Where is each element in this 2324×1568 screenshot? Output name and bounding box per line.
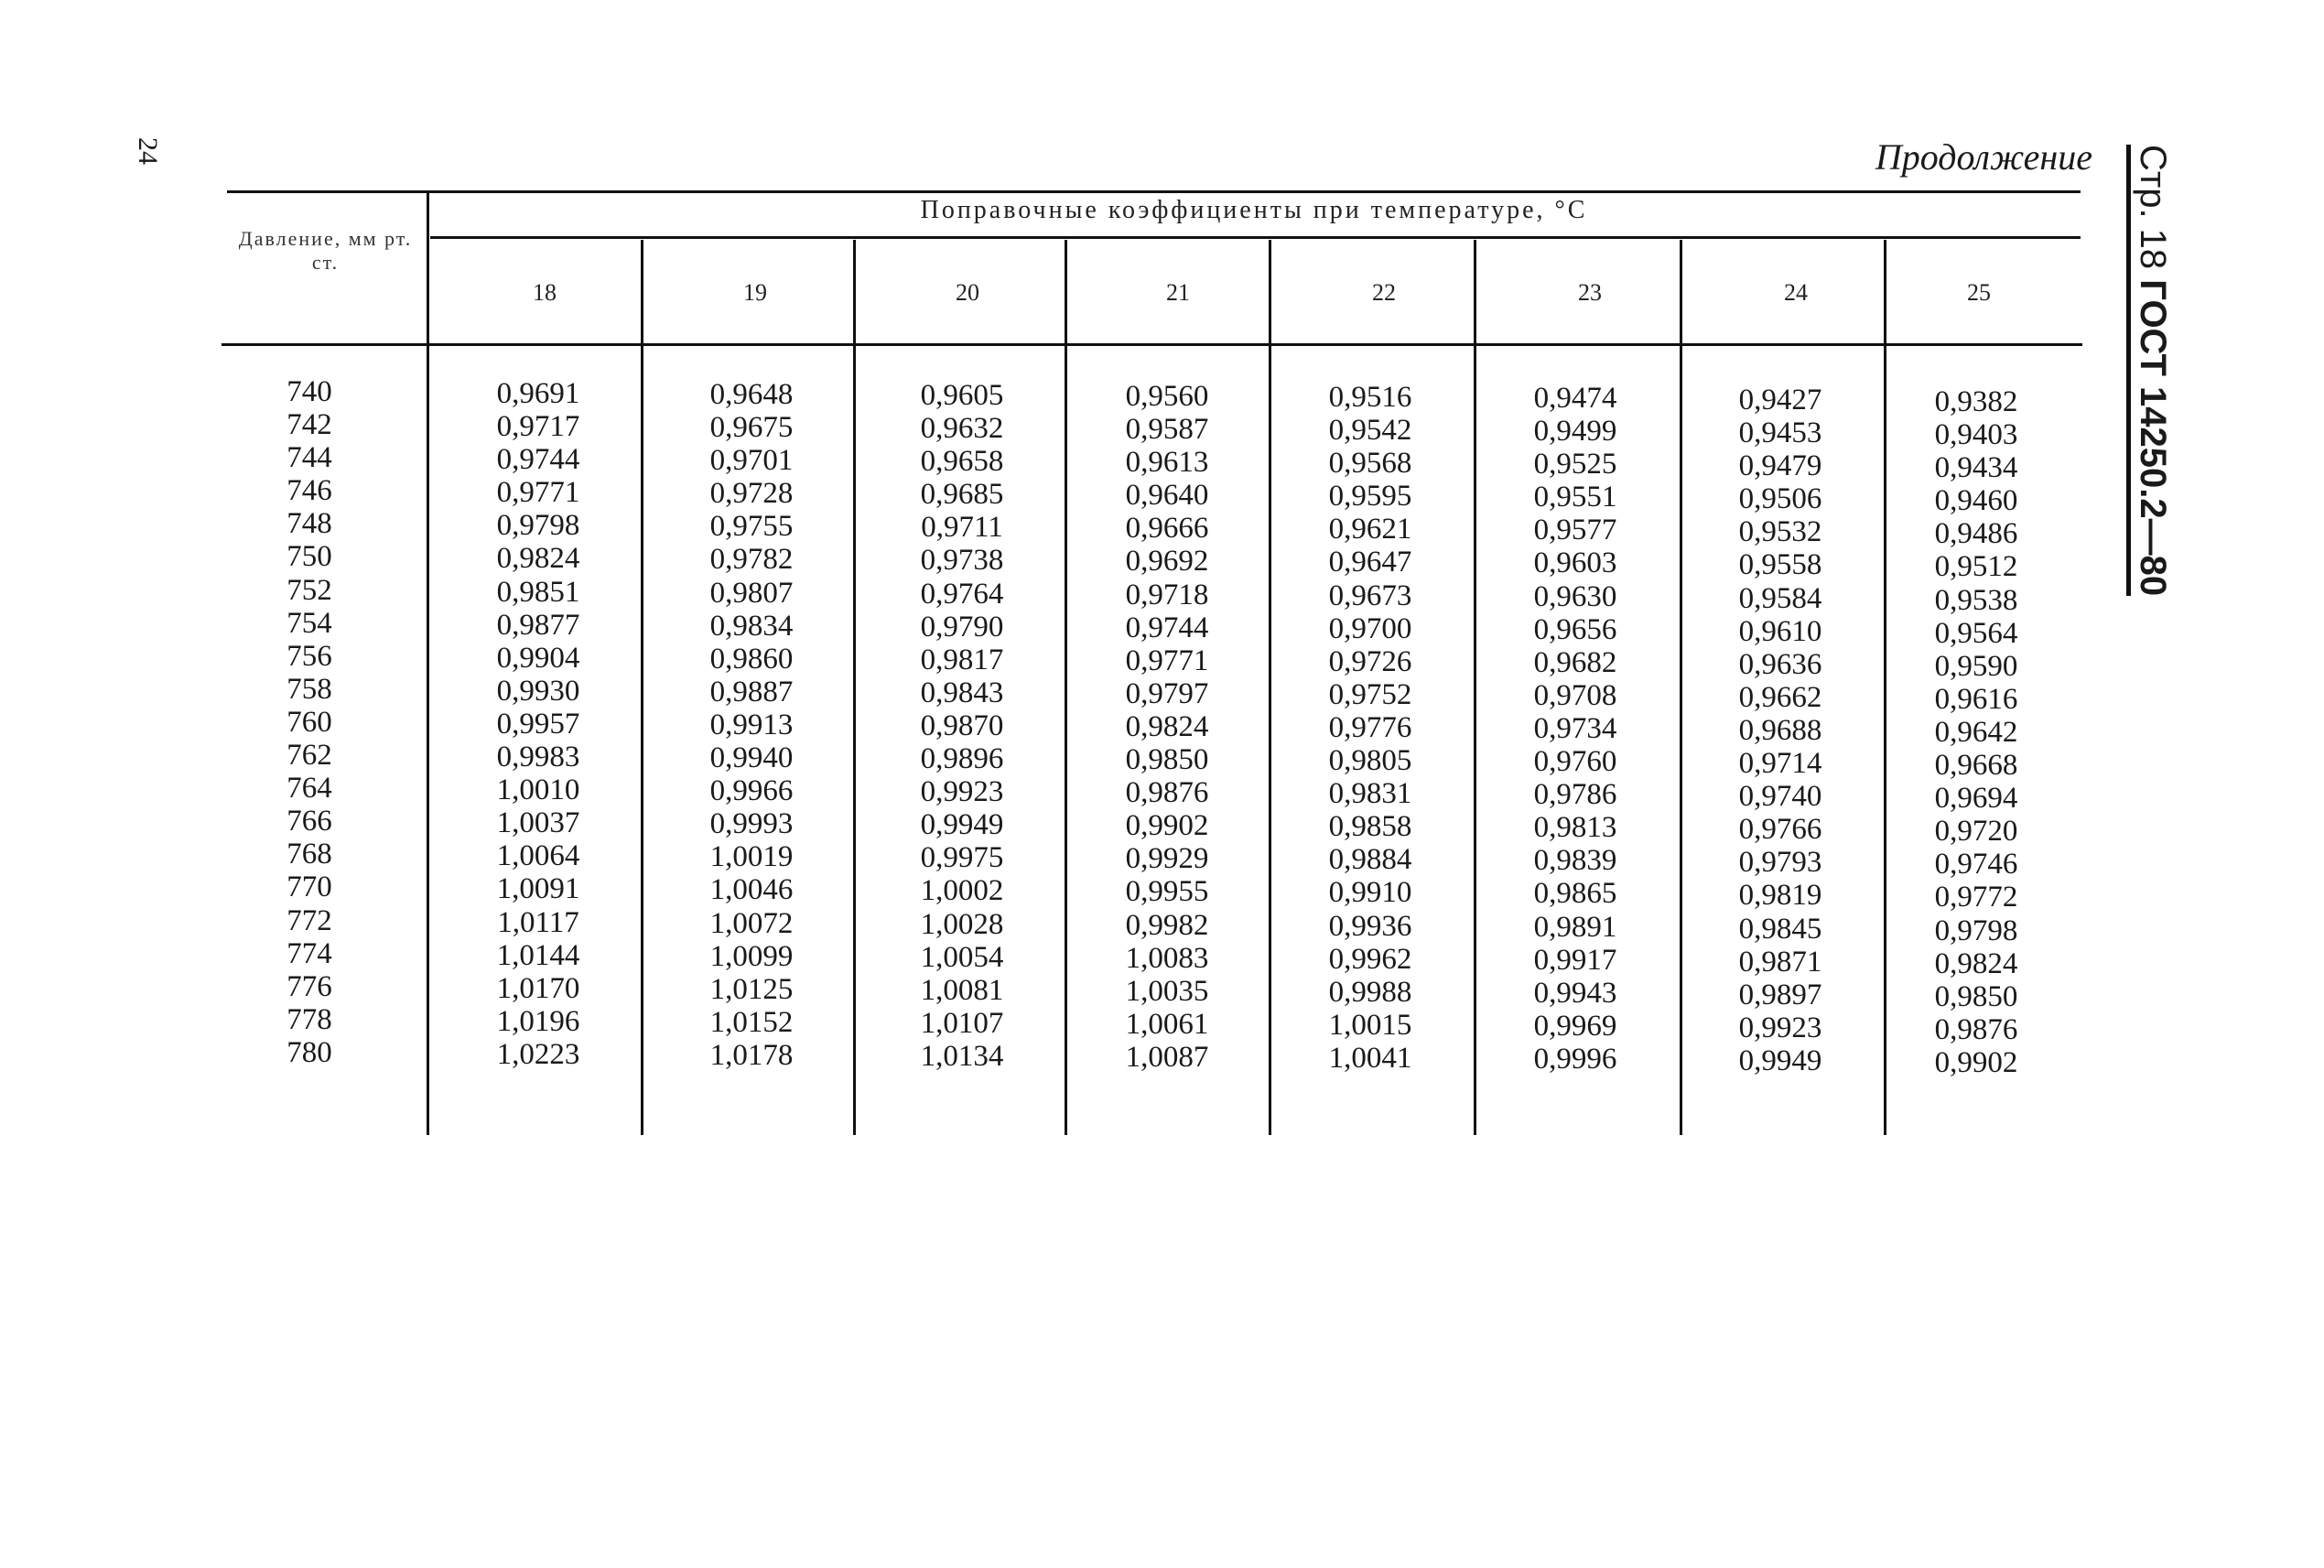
coefficient-cell: 0,9460: [1934, 484, 2018, 518]
coefficient-cell: 0,9850: [1934, 979, 2018, 1013]
coefficient-cell: 0,9805: [1328, 744, 1412, 778]
coefficient-cell: 0,9668: [1934, 749, 2018, 783]
column-rule: [427, 192, 429, 1135]
coefficient-cell: 0,9642: [1934, 715, 2018, 749]
coefficient-cell: 0,9949: [920, 808, 1004, 842]
coefficient-cell: 0,9512: [1934, 550, 2018, 584]
column-rule: [641, 240, 643, 1135]
coefficient-cell: 0,9851: [496, 575, 580, 609]
coefficient-cell: 0,9551: [1533, 481, 1617, 514]
table-top-rule: [227, 190, 2081, 193]
coefficient-cell: 0,9831: [1328, 777, 1412, 811]
pressure-cell: 742: [286, 408, 332, 442]
coefficient-cell: 0,9983: [496, 741, 580, 774]
coefficient-cell: 0,9717: [496, 410, 580, 444]
coefficient-cell: 1,0117: [497, 905, 579, 939]
coefficient-cell: 0,9587: [1125, 413, 1209, 447]
coefficient-cell: 0,9714: [1738, 747, 1822, 781]
coefficient-cell: 0,9876: [1125, 776, 1209, 810]
coefficient-cell: 1,0015: [1328, 1008, 1412, 1042]
column-rule: [1065, 240, 1067, 1135]
coefficient-cell: 1,0196: [496, 1004, 580, 1038]
coefficient-cell: 0,9506: [1738, 482, 1822, 516]
coefficient-cell: 0,9755: [709, 510, 794, 544]
coefficient-cell: 1,0035: [1125, 974, 1209, 1008]
coefficient-cell: 0,9603: [1533, 546, 1617, 580]
column-rule: [1680, 240, 1682, 1135]
coefficient-cell: 1,0107: [920, 1006, 1004, 1040]
coefficient-cell: 0,9793: [1738, 846, 1822, 880]
coefficient-cell: 0,9850: [1125, 743, 1209, 777]
coefficient-cell: 0,9726: [1328, 644, 1412, 678]
pressure-cell: 746: [286, 474, 332, 508]
coefficient-cell: 0,9532: [1738, 515, 1822, 549]
coefficient-cell: 0,9923: [1738, 1011, 1822, 1044]
coefficient-cell: 0,9516: [1328, 381, 1412, 414]
coefficient-cell: 1,0099: [709, 939, 794, 973]
group-header-rule: [430, 236, 2081, 239]
coefficient-cell: 0,9453: [1738, 416, 1822, 450]
coefficient-column: [884, 379, 1040, 1073]
coefficient-cell: 0,9845: [1738, 912, 1822, 946]
coefficient-cell: 1,0125: [709, 972, 794, 1006]
coefficient-cell: 0,9636: [1738, 647, 1822, 681]
coefficient-cell: 0,9910: [1328, 876, 1412, 910]
coefficient-cell: 0,9479: [1738, 449, 1822, 483]
coefficient-cell: 0,9682: [1533, 645, 1617, 679]
pressure-cell: 766: [286, 805, 332, 838]
coefficient-cell: 0,9913: [709, 708, 794, 741]
coefficient-cell: 0,9558: [1738, 548, 1822, 582]
temperature-header: 19: [743, 279, 767, 306]
pressure-cell: 752: [286, 573, 332, 607]
coefficient-cell: 1,0134: [920, 1039, 1004, 1073]
coefficient-cell: 0,9943: [1533, 976, 1617, 1010]
coefficient-cell: 1,0010: [496, 773, 580, 807]
temperature-header: 18: [533, 279, 557, 306]
pressure-cell: 780: [286, 1035, 332, 1069]
temperature-header: 24: [1784, 279, 1808, 306]
coefficient-column: [1898, 385, 2054, 1079]
coefficient-cell: 0,9917: [1533, 943, 1617, 977]
temperature-header: 25: [1967, 279, 1991, 306]
coefficient-cell: 0,9746: [1934, 848, 2018, 881]
coefficient-cell: 0,9824: [1934, 946, 2018, 980]
coefficient-cell: 0,9685: [920, 478, 1004, 512]
pressure-cell: 740: [286, 375, 332, 408]
pressure-cell: 778: [286, 1002, 332, 1036]
pressure-column: [264, 375, 355, 1069]
coefficient-cell: 0,9771: [496, 476, 580, 510]
coefficient-cell: 0,9813: [1533, 811, 1617, 845]
coefficient-cell: 0,9871: [1738, 945, 1822, 979]
coefficient-cell: 0,9993: [709, 807, 794, 841]
coefficient-cell: 0,9568: [1328, 447, 1412, 481]
coefficient-cell: 0,9843: [920, 676, 1004, 709]
pressure-cell: 758: [286, 672, 332, 706]
coefficient-cell: 1,0054: [920, 940, 1004, 974]
coefficient-cell: 1,0061: [1125, 1007, 1209, 1041]
coefficient-cell: 1,0041: [1328, 1041, 1412, 1075]
coefficient-cell: 1,0019: [709, 840, 794, 874]
coefficient-cell: 0,9834: [709, 609, 794, 643]
coefficient-cell: 0,9887: [709, 675, 794, 708]
coefficient-cell: 1,0037: [496, 806, 580, 840]
temperature-header: 20: [956, 279, 979, 306]
coefficient-cell: 0,9434: [1934, 451, 2018, 485]
coefficient-cell: 0,9902: [1125, 809, 1209, 843]
coefficient-cell: 0,9673: [1328, 579, 1412, 612]
coefficient-cell: 0,9860: [709, 642, 794, 676]
coefficient-cell: 0,9904: [496, 641, 580, 675]
coefficient-cell: 0,9605: [920, 379, 1004, 412]
coefficient-cell: 0,9865: [1533, 877, 1617, 911]
coefficient-cell: 0,9648: [709, 378, 794, 411]
coefficient-cell: 0,9630: [1533, 579, 1617, 613]
coefficient-cell: 0,9577: [1533, 514, 1617, 547]
coefficient-cell: 0,9940: [709, 741, 794, 775]
coefficient-cell: 0,9786: [1533, 778, 1617, 812]
page-number: 24: [133, 137, 163, 165]
coefficient-column: [460, 377, 616, 1071]
coefficient-cell: 0,9616: [1934, 682, 2018, 716]
coefficient-cell: 1,0028: [920, 907, 1004, 941]
coefficient-cell: 0,9936: [1328, 909, 1412, 943]
column-rule: [1269, 240, 1271, 1135]
coefficient-cell: 0,9474: [1533, 382, 1617, 415]
coefficient-cell: 0,9720: [1934, 815, 2018, 849]
coefficient-cell: 1,0083: [1125, 941, 1209, 975]
coefficient-cell: 0,9764: [920, 577, 1004, 611]
coefficient-cell: 0,9870: [920, 708, 1004, 742]
coefficient-cell: 0,9824: [496, 542, 580, 576]
coefficient-cell: 0,9403: [1934, 418, 2018, 452]
coefficient-cell: 1,0087: [1125, 1040, 1209, 1074]
coefficient-cell: 0,9701: [709, 444, 794, 478]
coefficient-cell: 0,9499: [1533, 415, 1617, 449]
coefficient-cell: 1,0091: [496, 872, 580, 906]
coefficient-cell: 0,9819: [1738, 879, 1822, 913]
coefficient-cell: 1,0170: [496, 971, 580, 1005]
column-rule: [1884, 240, 1886, 1135]
coefficient-cell: 0,9955: [1125, 875, 1209, 909]
pressure-cell: 770: [286, 871, 332, 904]
coefficient-cell: 1,0152: [709, 1005, 794, 1039]
coefficient-cell: 0,9427: [1738, 384, 1822, 416]
coefficient-cell: 0,9647: [1328, 546, 1412, 579]
coefficient-cell: 0,9740: [1738, 780, 1822, 814]
coefficient-cell: 0,9929: [1125, 842, 1209, 876]
coefficient-cell: 0,9656: [1533, 612, 1617, 646]
coefficient-cell: 0,9897: [1738, 978, 1822, 1011]
coefficient-cell: 0,9782: [709, 543, 794, 577]
coefficient-cell: 0,9382: [1934, 385, 2018, 418]
coefficient-column: [1497, 382, 1653, 1076]
coefficient-cell: 0,9798: [1934, 914, 2018, 947]
coefficient-cell: 1,0223: [496, 1037, 580, 1071]
coefficient-cell: 0,9694: [1934, 782, 2018, 816]
coefficient-cell: 0,9923: [920, 775, 1004, 809]
coefficient-cell: 0,9666: [1125, 512, 1209, 546]
coefficient-column: [674, 378, 829, 1072]
coefficient-cell: 0,9584: [1738, 581, 1822, 615]
coefficient-cell: 0,9896: [920, 742, 1004, 776]
coefficient-cell: 0,9760: [1533, 745, 1617, 779]
coefficient-column: [1292, 381, 1448, 1075]
coefficient-cell: 0,9975: [920, 841, 1004, 875]
pressure-cell: 756: [286, 639, 332, 673]
coefficient-cell: 0,9662: [1738, 680, 1822, 714]
coefficient-cell: 0,9930: [496, 674, 580, 708]
coefficient-column: [1702, 384, 1858, 1077]
coefficient-cell: 0,9988: [1328, 975, 1412, 1009]
pressure-cell: 776: [286, 969, 332, 1003]
coefficient-cell: 0,9797: [1125, 676, 1209, 710]
pressure-cell: 774: [286, 936, 332, 970]
coefficient-cell: 0,9752: [1328, 677, 1412, 711]
column-rule: [1474, 240, 1476, 1135]
coefficient-cell: 0,9613: [1125, 446, 1209, 480]
coefficient-cell: 0,9790: [920, 610, 1004, 643]
coefficient-cell: 0,9776: [1328, 710, 1412, 744]
header-bottom-rule: [222, 343, 2082, 346]
coefficient-cell: 0,9708: [1533, 678, 1617, 712]
coefficient-cell: 0,9824: [1125, 709, 1209, 743]
coefficient-cell: 0,9949: [1738, 1044, 1822, 1077]
coefficient-cell: 0,9771: [1125, 643, 1209, 677]
coefficient-cell: 0,9798: [496, 509, 580, 543]
coefficient-column: [1089, 380, 1245, 1074]
coefficient-cell: 0,9966: [709, 774, 794, 808]
coefficient-cell: 0,9525: [1533, 448, 1617, 481]
coefficient-cell: 0,9772: [1934, 881, 2018, 914]
coefficient-cell: 0,9807: [709, 576, 794, 610]
pressure-cell: 744: [286, 441, 332, 475]
coefficient-cell: 0,9691: [496, 377, 580, 410]
coefficient-cell: 0,9902: [1934, 1045, 2018, 1079]
standard-number: ГОСТ 14250.2—80: [2133, 279, 2173, 597]
temperature-header: 22: [1372, 279, 1396, 306]
coefficient-cell: 0,9595: [1328, 480, 1412, 514]
coefficient-cell: 0,9564: [1934, 616, 2018, 650]
pressure-cell: 760: [286, 705, 332, 739]
pressure-cell: 772: [286, 903, 332, 937]
coefficient-cell: 0,9560: [1125, 380, 1209, 413]
coefficient-cell: 0,9891: [1533, 910, 1617, 944]
coefficient-cell: 0,9839: [1533, 844, 1617, 878]
coefficient-cell: 0,9858: [1328, 810, 1412, 844]
coefficient-cell: 0,9675: [709, 411, 794, 445]
coefficient-cell: 0,9632: [920, 412, 1004, 446]
coefficient-cell: 1,0144: [496, 938, 580, 972]
coefficient-cell: 0,9969: [1533, 1009, 1617, 1043]
coefficient-cell: 0,9996: [1533, 1042, 1617, 1076]
coefficient-cell: 0,9817: [920, 643, 1004, 676]
pressure-cell: 754: [286, 606, 332, 640]
temperature-header: 21: [1166, 279, 1190, 306]
coefficient-cell: 0,9744: [1125, 611, 1209, 644]
coefficient-cell: 1,0046: [709, 873, 794, 907]
coefficient-cell: 0,9538: [1934, 583, 2018, 617]
coefficient-cell: 1,0072: [709, 906, 794, 940]
coefficient-cell: 0,9610: [1738, 614, 1822, 648]
coefficient-cell: 0,9688: [1738, 713, 1822, 747]
temperature-header: 23: [1578, 279, 1602, 306]
coefficient-cell: 0,9957: [496, 707, 580, 741]
coefficient-cell: 0,9877: [496, 608, 580, 642]
coefficient-cell: 0,9711: [921, 511, 1003, 545]
coefficient-cell: 0,9700: [1328, 611, 1412, 645]
coefficient-cell: 0,9766: [1738, 813, 1822, 847]
coefficient-cell: 1,0178: [709, 1038, 794, 1072]
continuation-label: Продолжение: [1875, 136, 2092, 178]
coefficient-cell: 0,9962: [1328, 942, 1412, 976]
coefficient-cell: 0,9621: [1328, 513, 1412, 546]
pressure-cell: 748: [286, 507, 332, 541]
coefficient-cell: 0,9734: [1533, 711, 1617, 745]
coefficient-cell: 0,9692: [1125, 545, 1209, 579]
pressure-cell: 762: [286, 739, 332, 773]
page-reference: Стр. 18: [2133, 145, 2173, 270]
coefficient-cell: 0,9744: [496, 443, 580, 477]
pressure-cell: 750: [286, 540, 332, 574]
coefficient-cell: 0,9738: [920, 544, 1004, 578]
coefficient-cell: 0,9658: [920, 445, 1004, 479]
coefficient-cell: 0,9486: [1934, 517, 2018, 551]
coefficient-cell: 1,0081: [920, 973, 1004, 1007]
coefficient-cell: 1,0002: [920, 874, 1004, 908]
coefficient-cell: 0,9884: [1328, 843, 1412, 877]
column-rule: [853, 240, 856, 1135]
coefficient-cell: 0,9640: [1125, 479, 1209, 513]
pressure-cell: 764: [286, 772, 332, 806]
coefficient-cell: 0,9718: [1125, 578, 1209, 611]
coefficient-cell: 0,9590: [1934, 649, 2018, 683]
coefficient-cell: 0,9876: [1934, 1012, 2018, 1046]
side-header: [2126, 145, 2171, 596]
pressure-column-header: Давление, мм рт. ст.: [238, 227, 413, 274]
coefficient-cell: 1,0064: [496, 839, 580, 873]
coefficient-cell: 0,9728: [709, 477, 794, 511]
coefficient-cell: 0,9982: [1125, 908, 1209, 942]
temperature-group-header: Поправочные коэффициенты при температуре, °С: [920, 196, 1588, 224]
pressure-cell: 768: [286, 838, 332, 871]
coefficient-cell: 0,9542: [1328, 414, 1412, 448]
